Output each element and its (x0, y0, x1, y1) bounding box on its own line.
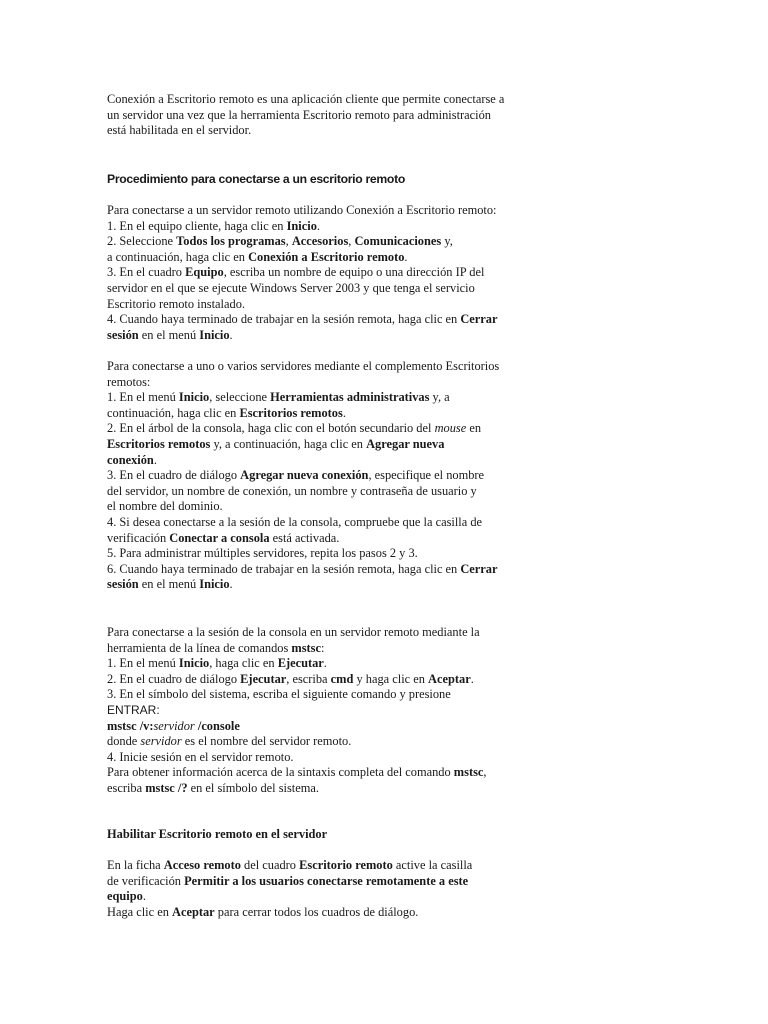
intro-line: Conexión a Escritorio remoto es una aplicación cliente que permite conectarse a (107, 92, 505, 106)
paragraph-line: Para conectarse a un servidor remoto utilizando Conexión a Escritorio remoto: (107, 203, 497, 217)
step-line: 4. Inicie sesión en el servidor remoto. (107, 749, 294, 764)
command-line: mstsc /v:servidor /console (107, 718, 240, 733)
step-line: sesión en el menú Inicio. (107, 577, 233, 592)
paragraph-line: remotos: (107, 374, 151, 389)
step-line: 5. Para administrar múltiples servidores, repita los pasos 2 y 3. (107, 546, 418, 561)
step-line: del servidor, un nombre de conexión, un nombre y contraseña de usuario y (107, 483, 477, 498)
step-line: servidor en el que se ejecute Windows Server 2003 y que tenga el servicio (107, 280, 475, 295)
step-line: el nombre del dominio. (107, 499, 223, 514)
step-line: 4. Si desea conectarse a la sesión de la consola, compruebe que la casilla de (107, 514, 483, 529)
paragraph-line: Haga clic en Aceptar para cerrar todos los cuadros de diálogo. (107, 904, 419, 919)
paragraph-line: equipo. (107, 889, 146, 904)
paragraph-line: herramienta de la línea de comandos mstsc: (107, 640, 325, 655)
step-line: a continuación, haga clic en Conexión a Escritorio remoto. (107, 249, 408, 264)
step-line: ENTRAR: (107, 702, 160, 717)
step-line: Escritorio remoto instalado. (107, 296, 245, 311)
section-console-session-mstsc (107, 625, 547, 797)
paragraph-line: escriba mstsc /? en el símbolo del sistema. (107, 780, 319, 795)
step-line: 2. En el árbol de la consola, haga clic con el botón secundario del mouse en (107, 421, 482, 436)
paragraph-line: En la ficha Acceso remoto del cuadro Escritorio remoto active la casilla (107, 858, 473, 872)
step-line: 1. En el menú Inicio, seleccione Herramientas administrativas y, a (107, 390, 450, 405)
step-line: Escritorios remotos y, a continuación, haga clic en Agregar nueva (107, 436, 445, 451)
paragraph-line: Para conectarse a la sesión de la consola en un servidor remoto mediante la (107, 625, 480, 639)
step-line: verificación Conectar a consola está activada. (107, 530, 340, 545)
step-line: donde servidor es el nombre del servidor remoto. (107, 734, 352, 749)
section-enable-remote-desktop (107, 858, 547, 920)
step-line: 1. En el equipo cliente, haga clic en Inicio. (107, 218, 320, 233)
intro-line: un servidor una vez que la herramienta Escritorio remoto para administración (107, 107, 491, 122)
step-line: 4. Cuando haya terminado de trabajar en la sesión remota, haga clic en Cerrar (107, 312, 498, 327)
step-line: conexión. (107, 452, 157, 467)
section-heading: Procedimiento para conectarse a un escritorio remoto (107, 172, 405, 186)
intro-paragraph (107, 92, 547, 139)
step-line: 3. En el símbolo del sistema, escriba el siguiente comando y presione (107, 687, 451, 702)
section-remote-desktops-snapin (107, 359, 547, 593)
step-line: 1. En el menú Inicio, haga clic en Ejecutar. (107, 656, 327, 671)
step-line: 3. En el cuadro Equipo, escriba un nombre de equipo o una dirección IP del (107, 265, 485, 280)
step-line: 3. En el cuadro de diálogo Agregar nueva conexión, especifique el nombre (107, 468, 485, 483)
section-heading: Habilitar Escritorio remoto en el servidor (107, 827, 328, 841)
step-line: continuación, haga clic en Escritorios remotos. (107, 405, 346, 420)
section-remote-desktop-connection (107, 203, 547, 343)
step-line: 6. Cuando haya terminado de trabajar en la sesión remota, haga clic en Cerrar (107, 561, 498, 576)
paragraph-line: Para obtener información acerca de la sintaxis completa del comando mstsc, (107, 765, 487, 780)
step-line: 2. En el cuadro de diálogo Ejecutar, escriba cmd y haga clic en Aceptar. (107, 671, 474, 686)
paragraph-line: de verificación Permitir a los usuarios conectarse remotamente a este (107, 873, 469, 888)
step-line: sesión en el menú Inicio. (107, 327, 233, 342)
step-line: 2. Seleccione Todos los programas, Accesorios, Comunicaciones y, (107, 234, 453, 249)
intro-line: está habilitada en el servidor. (107, 123, 252, 138)
paragraph-line: Para conectarse a uno o varios servidores mediante el complemento Escritorios (107, 359, 500, 373)
